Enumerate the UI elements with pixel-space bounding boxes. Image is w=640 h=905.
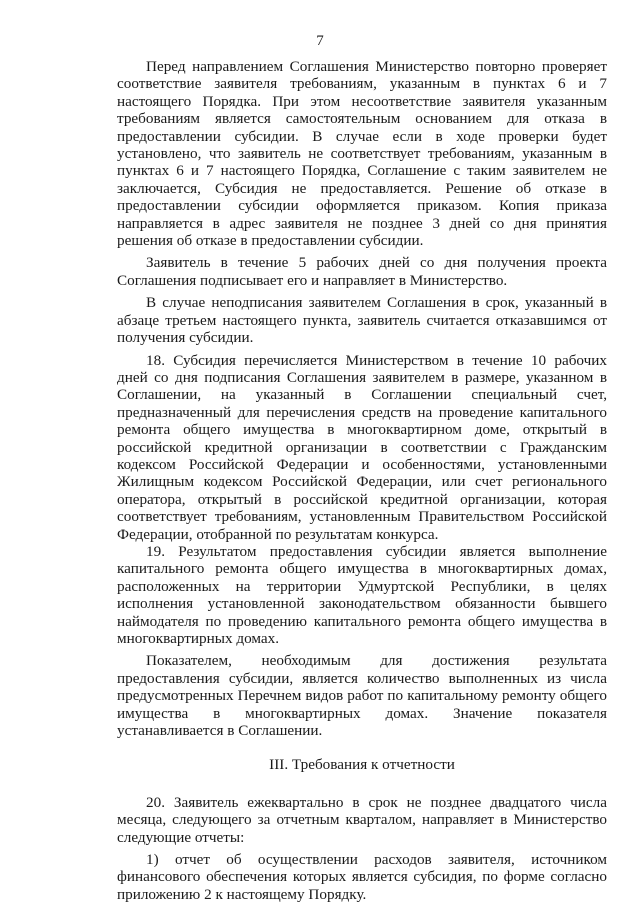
paragraph-agreement-verification: Перед направлением Соглашения Министерство повторно проверяет соответствие заявителя требованиям, указанным в пунктах 6 и 7 настоящего Порядка. При этом несоответствие заявителя указанным требованиям является самостоятельным основанием для отказа в предоставлении субсидии. В случае если в ходе проверки будет установлено, что заявитель не соответствует требованиям, указанным в пунктах 6 и 7 настоящего Порядка, Соглашение с таким заявителем не заключается, Субсидия не предоставляется. Решение об отказе в предоставлении субсидии оформляется приказом. Копия приказа направляется в адрес заявителя не позднее 3 дней со дня принятия решения об отказе в предоставлении субсидии. [117,58,607,250]
document-body [117,58,607,903]
page-number: 7 [316,33,324,49]
paragraph-item-20: 20. Заявитель ежеквартально в срок не позднее двадцатого числа месяца, следующего за отчетным кварталом, направляет в Министерство следующие отчеты: [117,793,607,846]
paragraph-item-19: 19. Результатом предоставления субсидии является выполнение капитального ремонта общего имущества в многоквартирных домах, расположенных на территории Удмуртской Республики, в целях исполнения установленной законодательством обязанности бывшего наймодателя по проведению капитального ремонта общего имущества в многоквартирных домах. [117,542,607,647]
paragraph-refusal-unsigned: В случае неподписания заявителем Соглашения в срок, указанный в абзаце третьем настоящего пункта, заявитель считается отказавшимся от получения субсидии. [117,294,607,347]
paragraph-report-1: 1) отчет об осуществлении расходов заявителя, источником финансового обеспечения которых является субсидия, по форме согласно приложению 2 к настоящему Порядку. [117,851,607,903]
section-heading: III. Требования к отчетности [269,756,455,774]
paragraph-indicator: Показателем, необходимым для достижения результата предоставления субсидии, является количество выполненных из числа предусмотренных Перечнем видов работ по капитальному ремонту общего имущества в многоквартирных домах. Значение показателя устанавливается в Соглашении. [117,652,607,740]
paragraph-item-18: 18. Субсидия перечисляется Министерством в течение 10 рабочих дней со дня подписания Соглашения заявителем в размере, указанном в Соглашении, на указанный в Соглашении специальный счет, предназначенный для перечисления средств на проведение капитального ремонта общего имущества в многоквартирном доме, открытый в российской кредитной организации в соответствии с Гражданским кодексом Российской Федерации и особенностями, установленными Жилищным кодексом Российской Федерации, или счет регионального оператора, открытый в российской кредитной организации, которая соответствует требованиям, установленным Правительством Российской Федерации, отобранной по результатам конкурса. [117,351,607,543]
paragraph-signing-deadline: Заявитель в течение 5 рабочих дней со дня получения проекта Соглашения подписывает его и направляет в Министерство. [117,254,607,289]
